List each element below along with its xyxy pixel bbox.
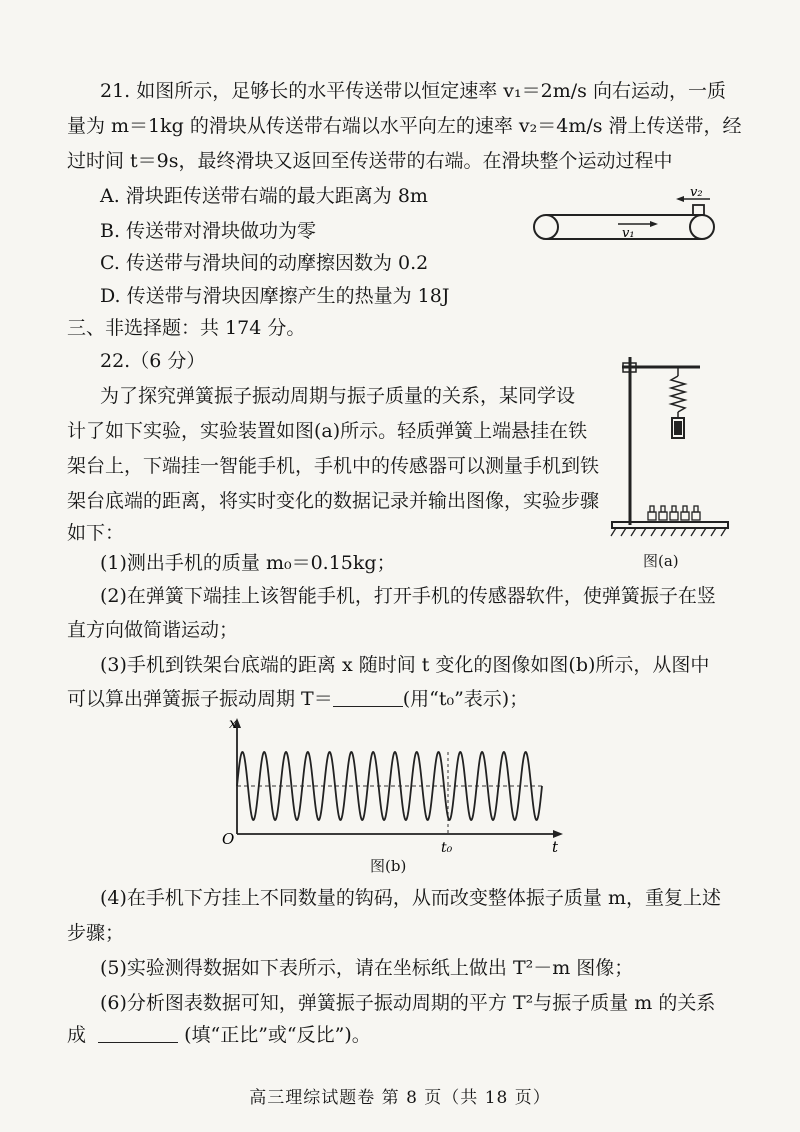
page-footer: 高三理综试题卷 第 8 页（共 18 页） xyxy=(249,1088,551,1108)
q22-step-3-suffix: (用“t₀”表示)； xyxy=(402,688,529,710)
q22-step-4-line-1: (4)在手机下方挂上不同数量的钩码，从而改变整体振子质量 m，重复上述 xyxy=(100,887,721,909)
q22-paragraph-3: 架台上，下端挂一智能手机，手机中的传感器可以测量手机到铁 xyxy=(67,455,600,477)
q22-step-3-line-1: (3)手机到铁架台底端的距离 x 随时间 t 变化的图像如图(b)所示，从图中 xyxy=(100,654,710,676)
q22-step-6-suffix: (填“正比”或“反比”)。 xyxy=(184,1024,371,1046)
figure-a-iron-stand xyxy=(608,352,733,570)
relation-answer-blank[interactable] xyxy=(98,1022,178,1043)
v2-label: v₂ xyxy=(690,185,703,200)
figure-a-caption: 图(a) xyxy=(643,552,679,570)
conveyor-belt-figure xyxy=(528,185,723,250)
q22-step-5: (5)实验测得数据如下表所示，请在坐标纸上做出 T²－m 图像； xyxy=(100,957,634,979)
q22-step-2-line-2: 直方向做简谐运动； xyxy=(67,619,239,641)
q21-option-d: D. 传送带与滑块因摩擦产生的热量为 18J xyxy=(100,285,450,307)
figure-b-caption: 图(b) xyxy=(370,857,407,875)
axis-t-label: t xyxy=(552,838,559,856)
origin-label: O xyxy=(222,830,235,848)
q22-step-1: (1)测出手机的质量 m₀＝0.15kg； xyxy=(100,552,396,574)
period-answer-blank[interactable] xyxy=(333,686,403,707)
q22-step-6-prefix: 成 xyxy=(67,1024,87,1046)
q21-line-3: 过时间 t＝9s，最终滑块又返回至传送带的右端。在滑块整个运动过程中 xyxy=(67,150,673,172)
q22-step-3-line-2 xyxy=(67,686,528,712)
section-heading: 三、非选择题：共 174 分。 xyxy=(67,317,306,339)
t0-label: t₀ xyxy=(441,840,453,856)
q21-option-c: C. 传送带与滑块间的动摩擦因数为 0.2 xyxy=(100,252,429,274)
q21-line-2: 量为 m＝1kg 的滑块从传送带右端以水平向左的速率 v₂＝4m/s 滑上传送带，经 xyxy=(67,115,742,137)
q21-line-1: 21. 如图所示，足够长的水平传送带以恒定速率 v₁＝2m/s 向右运动，一质 xyxy=(100,80,726,102)
q22-step-3-prefix: 可以算出弹簧振子振动周期 T＝ xyxy=(67,688,333,710)
q22-step-6-line-1: (6)分析图表数据可知，弹簧振子振动周期的平方 T²与振子质量 m 的关系 xyxy=(100,992,716,1014)
q22-paragraph-5: 如下： xyxy=(67,522,125,544)
q22-paragraph-2: 计了如下实验，实验装置如图(a)所示。轻质弹簧上端悬挂在铁 xyxy=(67,420,588,442)
q21-option-a: A. 滑块距传送带右端的最大距离为 8m xyxy=(100,185,428,207)
q22-step-4-line-2: 步骤； xyxy=(67,922,125,944)
axis-x-label: x xyxy=(229,716,237,732)
q22-paragraph-4: 架台底端的距离，将实时变化的数据记录并输出图像，实验步骤 xyxy=(67,490,600,512)
q22-step-6-line-2 xyxy=(67,1022,371,1048)
q22-paragraph-1: 为了探究弹簧振子振动周期与振子质量的关系，某同学设 xyxy=(100,385,576,407)
figure-b-xt-graph xyxy=(222,716,567,856)
q22-step-2-line-1: (2)在弹簧下端挂上该智能手机，打开手机的传感器软件，使弹簧振子在竖 xyxy=(100,585,716,607)
q21-option-b: B. 传送带对滑块做功为零 xyxy=(100,220,317,242)
q22-heading: 22.（6 分） xyxy=(100,350,206,372)
v1-label: v₁ xyxy=(622,226,635,241)
